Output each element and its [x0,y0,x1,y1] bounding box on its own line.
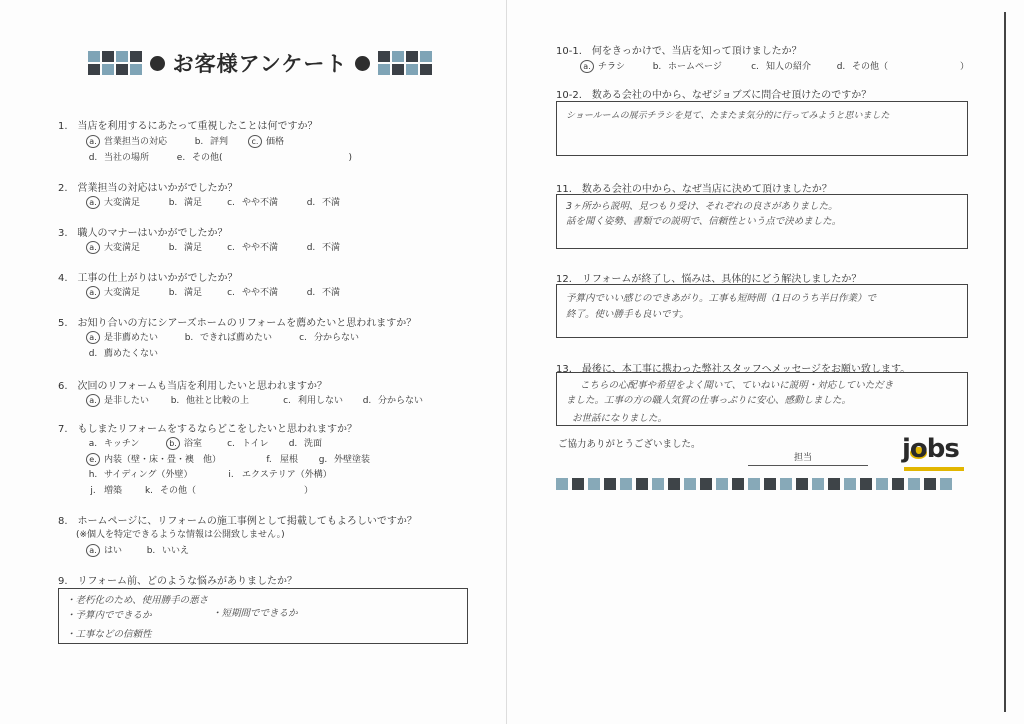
option-q10-1-d[interactable]: d. その他（ ） [836,62,970,72]
option-q5-a[interactable]: a. 是非薦めたい [86,330,182,344]
bullet-dot-left [150,56,165,71]
option-q3-d[interactable]: d. 不満 [306,243,341,253]
option-q1-b[interactable]: b. 評判 [194,137,229,147]
option-q7-g[interactable]: g. 外壁塗装 [318,455,371,465]
option-q7-a[interactable]: a. キッチン [88,439,140,449]
decor-squares-right [378,51,432,75]
option-q1-a[interactable]: a. 営業担当の対応 [86,134,192,148]
handwritten-q13-line1: こちらの心配事や希望をよく聞いて、ていねいに説明・対応していただき [580,380,894,391]
question-5-options-row1 [86,330,359,344]
handwritten-q12-line2: 終了。使い勝手も良いです。 [566,309,689,320]
question-4-options [86,285,340,299]
question-3-options [86,240,340,254]
page-fold [506,0,507,724]
decor-squares-left [88,51,142,75]
question-7-options-row1 [86,436,322,450]
page-edge [1004,12,1006,712]
option-q8-b[interactable]: b. いいえ [146,546,190,556]
option-q7-h[interactable]: h. サイディング（外壁） [88,470,193,480]
question-13: 13. 最後に、本工事に携わった弊社スタッフへメッセージをお願い致します。 [556,364,911,375]
option-q6-c[interactable]: c. 利用しない [283,396,344,406]
handwritten-q9-line4: ・工事などの信頼性 [66,629,152,640]
logo-text: jobs [902,434,959,464]
handwritten-q9-line3: ・短期間でできるか [212,608,298,619]
option-q7-d[interactable]: d. 洗面 [288,439,323,449]
option-q5-c[interactable]: c. 分からない [299,333,360,343]
question-5: 5. お知り合いの方にシアーズホームのリフォームを薦めたいと思われますか？ [58,318,417,329]
question-7-options-row3 [86,467,332,480]
option-q4-b[interactable]: b. 満足 [168,288,203,298]
option-q6-a[interactable]: a. 是非したい [86,393,168,407]
handwritten-q12-line1: 予算内でいい感じのできあがり。工事も短時間（1日のうち半日作業）で [566,293,877,304]
option-q3-b[interactable]: b. 満足 [168,243,203,253]
option-q7-f[interactable]: f. 屋根 [266,455,299,465]
handwritten-q10-2-line1: ショールームの展示チラシを見て、たまたま気分的に行ってみようと思いました [566,111,890,121]
question-8-note: (※個人を特定できるような情報は公開致しません。) [58,530,285,540]
staff-signature-line [748,465,868,466]
question-3: 3. 職人のマナーはいかがでしたか？ [58,228,228,239]
question-8-options [86,543,189,557]
thanks-message: ご協力ありがとうございました。 [558,439,701,450]
option-q7-c[interactable]: c. トイレ [227,439,269,449]
option-q1-d[interactable]: d. 当社の場所 [88,153,150,163]
question-10-1-options [580,59,969,73]
decor-squares-bottom [556,478,952,490]
option-q7-i[interactable]: i. エクステリア（外構） [228,470,332,480]
survey-title: お客様アンケート [172,52,348,76]
handwritten-q13-line3: お世話になりました。 [572,413,668,424]
option-q2-b[interactable]: b. 満足 [168,198,203,208]
question-2-options [86,195,340,209]
option-q6-d[interactable]: d. 分からない [362,396,424,406]
option-q10-1-a[interactable]: a. チラシ [580,59,650,73]
question-4: 4. 工事の仕上がりはいかがでしたか？ [58,273,238,284]
handwritten-q9-line2: ・予算内でできるか [66,610,152,621]
question-8: 8. ホームページに、リフォームの施工事例として掲載してもよろしいですか？ [58,516,417,527]
option-q7-b[interactable]: b. 浴室 [166,436,224,450]
option-q7-e[interactable]: e. 内装（壁・床・畳・襖 他） [86,452,262,466]
option-q4-a[interactable]: a. 大変満足 [86,285,166,299]
question-10-2: 10-2. 数ある会社の中から、なぜジョブズに問合せ頂けたのですか？ [556,90,872,101]
question-10-1: 10-1. 何をきっかけで、当店を知って頂けましたか？ [556,46,802,57]
handwritten-q9-line1: ・老朽化のため、使用勝手の悪さ [66,595,209,606]
question-1: 1. 当店を利用するにあたって重視したことは何ですか？ [58,121,318,132]
option-q5-b[interactable]: b. できれば薦めたい [184,333,273,343]
handwritten-q11-line2: 話を聞く姿勢、書類での説明で、信頼性という点で決めました。 [566,216,842,227]
question-7: 7. もしまたリフォームをするならどこをしたいと思われますか？ [58,424,358,435]
option-q6-b[interactable]: b. 他社と比較の上 [170,396,250,406]
question-9: 9. リフォーム前、どのような悩みがありましたか？ [58,576,298,587]
option-q4-c[interactable]: c. やや不満 [227,288,279,298]
question-1-options-row2 [86,150,352,163]
option-q7-k[interactable]: k. その他（ ） [144,486,314,496]
option-q2-c[interactable]: c. やや不満 [227,198,279,208]
option-q10-1-b[interactable]: b. ホームページ [652,62,722,72]
question-7-options-row4 [86,483,313,496]
handwritten-q13-line2: ました。工事の方の職人気質の仕事っぷりに安心、感動しました。 [566,395,852,406]
question-12: 12. リフォームが終了し、悩みは、具体的にどう解決しましたか？ [556,274,862,285]
option-q2-a[interactable]: a. 大変満足 [86,195,166,209]
question-6-options [86,393,423,407]
question-5-options-row2 [86,346,158,359]
question-11: 11. 数ある会社の中から、なぜ当店に決めて頂けましたか？ [556,184,832,195]
handwritten-q11-line1: 3ヶ所から説明、見つもり受け、それぞれの良さがありました。 [566,201,838,212]
survey-title-row [60,48,460,78]
logo-underline [904,467,964,471]
option-q8-a[interactable]: a. はい [86,543,144,557]
staff-label: 担当 [794,453,813,463]
bullet-dot-right [355,56,370,71]
option-q2-d[interactable]: d. 不満 [306,198,341,208]
question-6: 6. 次回のリフォームも当店を利用したいと思われますか？ [58,381,328,392]
option-q10-1-c[interactable]: c. 知人の紹介 [751,62,812,72]
option-q1-c[interactable]: c. 価格 [248,134,284,148]
question-1-options-row1 [86,134,284,148]
jobs-logo [900,434,966,474]
option-q3-a[interactable]: a. 大変満足 [86,240,166,254]
option-q1-e[interactable]: e. その他( ) [176,153,353,163]
option-q5-d[interactable]: d. 薦めたくない [88,349,159,359]
question-2: 2. 営業担当の対応はいかがでしたか？ [58,183,238,194]
option-q4-d[interactable]: d. 不満 [306,288,341,298]
option-q7-j[interactable]: j. 増築 [90,486,123,496]
question-7-options-row2 [86,452,370,466]
option-q3-c[interactable]: c. やや不満 [227,243,279,253]
